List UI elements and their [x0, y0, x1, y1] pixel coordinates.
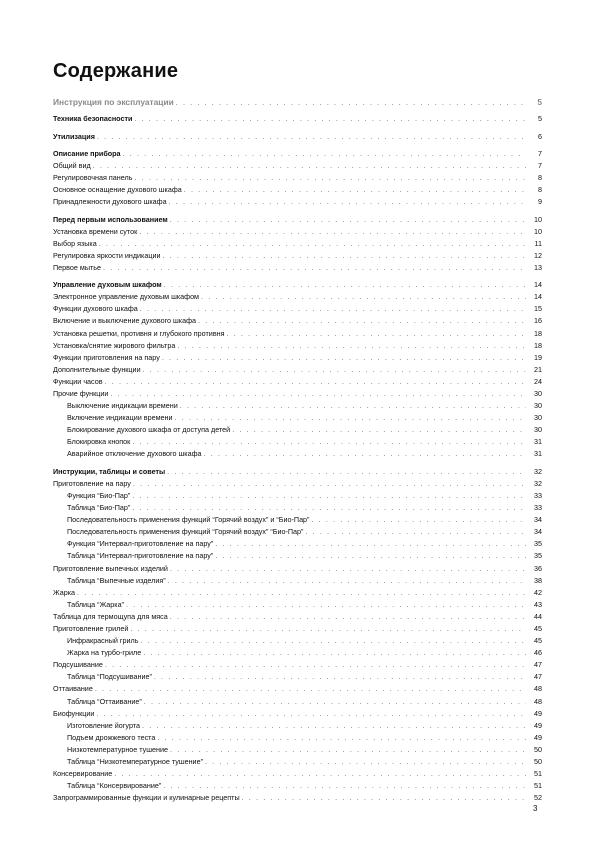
toc-entry-title: Первое мытье: [53, 262, 102, 272]
toc-entry: [53, 696, 542, 708]
toc-entry: [53, 538, 542, 550]
toc-entry: [53, 708, 542, 720]
toc-entry-title: Перед первым использованием: [53, 214, 168, 224]
toc-dot-leader: [132, 490, 526, 502]
toc-entry: [53, 635, 542, 647]
toc-entry: [53, 436, 542, 448]
toc-entry: [53, 148, 542, 160]
toc-entry: [53, 303, 542, 315]
toc-dot-leader: [96, 708, 526, 720]
toc-entry-page: 18: [534, 340, 542, 350]
toc-entry-page: 18: [534, 328, 542, 338]
toc-entry: [53, 611, 542, 623]
toc-entry-page: 30: [534, 401, 542, 411]
toc-entry: [53, 96, 542, 108]
toc-dot-leader: [176, 97, 526, 109]
toc-dot-leader: [99, 238, 526, 250]
toc-entry: [53, 160, 542, 172]
toc-entry: [53, 526, 542, 538]
page-title: Содержание: [53, 60, 179, 82]
toc-entry: [53, 364, 542, 376]
toc-dot-leader: [77, 587, 526, 599]
toc-entry-page: 33: [534, 490, 542, 500]
toc-entry-page: 36: [534, 563, 542, 573]
toc-dot-leader: [175, 412, 526, 424]
toc-dot-leader: [169, 196, 526, 208]
toc-entry-title: Инфракрасный гриль: [67, 636, 139, 646]
toc-entry: [53, 587, 542, 599]
toc-entry: [53, 196, 542, 208]
toc-entry-title: Биофункции: [53, 708, 95, 718]
toc-entry: [53, 756, 542, 768]
toc-dot-leader: [167, 466, 526, 478]
toc-entry-page: 49: [534, 732, 542, 742]
toc-dot-leader: [163, 780, 526, 792]
toc-entry-page: 35: [534, 551, 542, 561]
toc-entry: [53, 315, 542, 327]
toc-entry: [53, 352, 542, 364]
toc-entry-title: Жарка на турбо-гриле: [67, 648, 142, 658]
toc-entry-title: Таблица “Жарка”: [67, 599, 124, 609]
toc-entry-title: Инструкция по эксплуатации: [53, 97, 174, 107]
toc-entry: [53, 388, 542, 400]
toc-entry-title: Прочие функции: [53, 389, 109, 398]
toc-entry-title: Приготовление на пару: [53, 478, 131, 488]
toc-entry: [53, 226, 542, 238]
toc-dot-leader: [141, 635, 527, 647]
toc-entry: [53, 659, 542, 671]
toc-entry-page: 38: [534, 575, 542, 585]
toc-entry-page: 16: [534, 316, 542, 326]
toc-entry-title: Таблица “Интервал-приготовление на пару”: [67, 551, 214, 561]
toc-entry: [53, 720, 542, 732]
toc-dot-leader: [162, 352, 526, 364]
toc-entry-page: 10: [534, 214, 542, 224]
toc-entry-page: 48: [534, 684, 542, 694]
toc-entry-page: 14: [534, 280, 542, 290]
toc-entry-page: 45: [534, 623, 542, 633]
toc-dot-leader: [232, 424, 526, 436]
toc-entry: [53, 131, 542, 143]
toc-dot-leader: [154, 671, 526, 683]
toc-dot-leader: [157, 732, 526, 744]
toc-entry: [53, 328, 542, 340]
toc-dot-leader: [144, 696, 526, 708]
toc-entry: [53, 732, 542, 744]
toc-dot-leader: [163, 250, 526, 262]
toc-entry-page: 11: [534, 238, 542, 248]
toc-dot-leader: [215, 538, 526, 550]
toc-entry: [53, 550, 542, 562]
toc-entry-page: 46: [534, 648, 542, 658]
toc-entry: [53, 466, 542, 478]
toc-entry-title: Таблица для термощупа для мяса: [53, 611, 168, 621]
toc-dot-leader: [132, 502, 526, 514]
toc-entry-title: Дополнительные функции: [53, 364, 141, 374]
toc-entry-title: Таблица “Био-Пар”: [67, 503, 131, 513]
toc-dot-leader: [103, 262, 526, 274]
toc-entry: [53, 490, 542, 502]
toc-dot-leader: [95, 683, 526, 695]
toc-entry-title: Включение индикации времени: [67, 413, 173, 423]
toc-entry: [53, 262, 542, 274]
toc-entry: [53, 424, 542, 436]
toc-entry-page: 34: [534, 515, 542, 525]
toc-dot-leader: [97, 131, 526, 143]
toc-dot-leader: [242, 792, 526, 804]
toc-entry: [53, 400, 542, 412]
toc-dot-leader: [180, 400, 526, 412]
toc-entry: [53, 768, 542, 780]
toc-entry: [53, 478, 542, 490]
toc-entry-page: 49: [534, 720, 542, 730]
toc-entry-page: 14: [534, 292, 542, 302]
toc-entry-page: 35: [534, 539, 542, 549]
toc-entry-title: Оттаивание: [53, 684, 93, 694]
toc-entry-page: 32: [534, 478, 542, 488]
toc-dot-leader: [133, 478, 526, 490]
toc-entry-page: 13: [534, 262, 542, 272]
toc-entry-page: 45: [534, 636, 542, 646]
toc-entry-title: Инструкции, таблицы и советы: [53, 466, 166, 476]
toc-entry-title: Аварийное отключение духового шкафа: [67, 449, 202, 459]
toc-entry-title: Управление духовым шкафом: [53, 280, 162, 290]
toc-entry-title: Последовательность применения функций “Горячий воздух” “Био-Пар”: [67, 527, 304, 537]
toc-dot-leader: [184, 184, 526, 196]
toc-entry-page: 7: [538, 148, 542, 158]
toc-entry-title: Таблица “Подсушивание”: [67, 672, 152, 682]
toc-entry-page: 34: [534, 527, 542, 537]
toc-entry-title: Регулировка яркости индикации: [53, 250, 161, 260]
toc-entry-title: Включение и выключение духового шкафа: [53, 316, 197, 326]
toc-entry: [53, 647, 542, 659]
toc-entry-title: Функция “Интервал-приготовление на пару”: [67, 539, 214, 549]
toc-entry-title: Выбор языка: [53, 238, 97, 248]
toc-entry: [53, 412, 542, 424]
toc-entry: [53, 683, 542, 695]
toc-entry: [53, 575, 542, 587]
toc-entry-title: Функции приготовления на пару: [53, 352, 160, 362]
toc-entry: [53, 514, 542, 526]
toc-entry: [53, 671, 542, 683]
toc-entry: [53, 250, 542, 262]
toc-entry: [53, 184, 542, 196]
toc-entry: [53, 502, 542, 514]
toc-entry-page: 5: [538, 114, 542, 124]
toc-entry-title: Основное оснащение духового шкафа: [53, 185, 182, 195]
toc-entry: [53, 792, 542, 804]
toc-entry: [53, 340, 542, 352]
toc-entry: [53, 279, 542, 291]
toc-dot-leader: [215, 550, 526, 562]
toc-entry-page: 30: [534, 389, 542, 398]
toc-entry-page: 47: [534, 672, 542, 682]
toc-entry-page: 6: [538, 131, 542, 141]
toc-dot-leader: [139, 226, 526, 238]
toc-dot-leader: [201, 291, 526, 303]
toc-entry-page: 49: [534, 708, 542, 718]
toc-entry: [53, 376, 542, 388]
toc-entry-page: 48: [534, 696, 542, 706]
toc-dot-leader: [105, 659, 526, 671]
toc-dot-leader: [164, 279, 526, 291]
toc-entry-page: 43: [534, 599, 542, 609]
toc-dot-leader: [170, 744, 526, 756]
toc-entry-title: Функции духового шкафа: [53, 304, 138, 314]
toc-entry-title: Блокирование духового шкафа от доступа детей: [67, 425, 231, 435]
toc-entry-page: 12: [534, 250, 542, 260]
toc-entry: [53, 113, 542, 125]
toc-dot-leader: [123, 148, 526, 160]
toc-entry-title: Регулировочная панель: [53, 173, 133, 183]
toc-entry-page: 10: [534, 226, 542, 236]
toc-entry: [53, 780, 542, 792]
toc-entry-page: 32: [534, 466, 542, 476]
toc-entry-page: 30: [534, 413, 542, 423]
toc-entry: [53, 172, 542, 184]
toc-entry-title: Изготовление йогурта: [67, 720, 140, 730]
toc-entry-title: Консервирование: [53, 769, 113, 779]
toc-dot-leader: [132, 436, 526, 448]
toc-entry-page: 33: [534, 503, 542, 513]
toc-entry-title: Таблица “Низкотемпературное тушение”: [67, 757, 203, 766]
toc-entry-page: 50: [534, 744, 542, 754]
toc-entry-title: Общий вид: [53, 160, 91, 170]
toc-entry-title: Функции часов: [53, 376, 103, 386]
toc-entry-title: Приготовление грилей: [53, 623, 129, 633]
toc-dot-leader: [93, 160, 526, 172]
toc-entry-title: Утилизация: [53, 131, 95, 141]
toc-entry-page: 44: [534, 611, 542, 621]
toc-entry-title: Установка решетки, противня и глубокого противня: [53, 328, 225, 338]
toc-entry-page: 15: [534, 304, 542, 314]
toc-dot-leader: [204, 448, 527, 460]
toc-entry: [53, 238, 542, 250]
toc-dot-leader: [205, 756, 526, 768]
toc-dot-leader: [170, 611, 526, 623]
toc-entry: [53, 599, 542, 611]
toc-entry-page: 30: [534, 425, 542, 435]
toc-entry-title: Низкотемпературное тушение: [67, 744, 168, 754]
toc-entry-title: Функция “Био-Пар”: [67, 490, 131, 500]
toc-entry-page: 50: [534, 757, 542, 766]
toc-entry-page: 31: [534, 449, 542, 459]
toc-entry-page: 51: [534, 769, 542, 779]
toc-dot-leader: [177, 340, 526, 352]
toc-dot-leader: [143, 647, 526, 659]
toc-entry-title: Подъем дрожжевого теста: [67, 732, 156, 742]
toc-dot-leader: [140, 303, 526, 315]
toc-entry-title: Таблица “Оттаивание”: [67, 696, 142, 706]
toc-dot-leader: [130, 623, 526, 635]
toc-dot-leader: [170, 214, 526, 226]
toc-dot-leader: [198, 315, 526, 327]
toc-entry-title: Последовательность применения функций “Горячий воздух” и “Био-Пар”: [67, 515, 310, 525]
toc-entry-page: 8: [538, 173, 542, 183]
toc-entry-page: 51: [534, 781, 542, 791]
toc-entry-title: Таблица “Выпечные изделия”: [67, 575, 166, 585]
toc-entry-page: 7: [538, 160, 542, 170]
toc-dot-leader: [168, 575, 526, 587]
toc-entry-page: 42: [534, 587, 542, 597]
toc-entry-page: 21: [534, 364, 542, 374]
table-of-contents: [53, 96, 542, 804]
toc-entry-title: Запрограммированные функции и кулинарные рецепты: [53, 793, 240, 803]
toc-entry-page: 9: [538, 197, 542, 207]
toc-dot-leader: [105, 376, 526, 388]
toc-entry-title: Описание прибора: [53, 148, 121, 158]
toc-entry-title: Электронное управление духовым шкафом: [53, 292, 200, 302]
toc-entry-title: Подсушивание: [53, 660, 103, 670]
toc-dot-leader: [170, 563, 526, 575]
toc-entry-title: Выключение индикации времени: [67, 401, 178, 411]
toc-entry-page: 52: [534, 793, 542, 803]
toc-entry-title: Установка времени суток: [53, 226, 138, 236]
toc-entry: [53, 214, 542, 226]
page-number: 3: [533, 804, 538, 813]
toc-entry: [53, 623, 542, 635]
toc-entry: [53, 744, 542, 756]
toc-dot-leader: [142, 720, 526, 732]
toc-entry-title: Блокировка кнопок: [67, 437, 131, 447]
toc-entry: [53, 291, 542, 303]
toc-dot-leader: [114, 768, 526, 780]
toc-dot-leader: [305, 526, 526, 538]
toc-entry-page: 31: [534, 437, 542, 447]
toc-entry-title: Таблица “Консервирование”: [67, 781, 162, 791]
toc-dot-leader: [134, 172, 526, 184]
toc-dot-leader: [311, 514, 526, 526]
toc-entry-title: Приготовление выпечных изделий: [53, 563, 168, 573]
toc-dot-leader: [126, 599, 526, 611]
toc-entry-title: Техника безопасности: [53, 114, 133, 124]
toc-dot-leader: [134, 113, 526, 125]
toc-entry-page: 47: [534, 660, 542, 670]
toc-dot-leader: [143, 364, 526, 376]
toc-entry-page: 24: [534, 376, 542, 386]
toc-dot-leader: [110, 388, 526, 400]
toc-entry-page: 8: [538, 185, 542, 195]
toc-entry-title: Жарка: [53, 587, 76, 597]
toc-entry-title: Принадлежности духового шкафа: [53, 197, 167, 207]
toc-entry-page: 19: [534, 352, 542, 362]
toc-dot-leader: [227, 328, 527, 340]
toc-entry-title: Установка/снятие жирового фильтра: [53, 340, 176, 350]
toc-entry: [53, 448, 542, 460]
toc-entry: [53, 563, 542, 575]
toc-entry-page: 5: [537, 97, 542, 107]
